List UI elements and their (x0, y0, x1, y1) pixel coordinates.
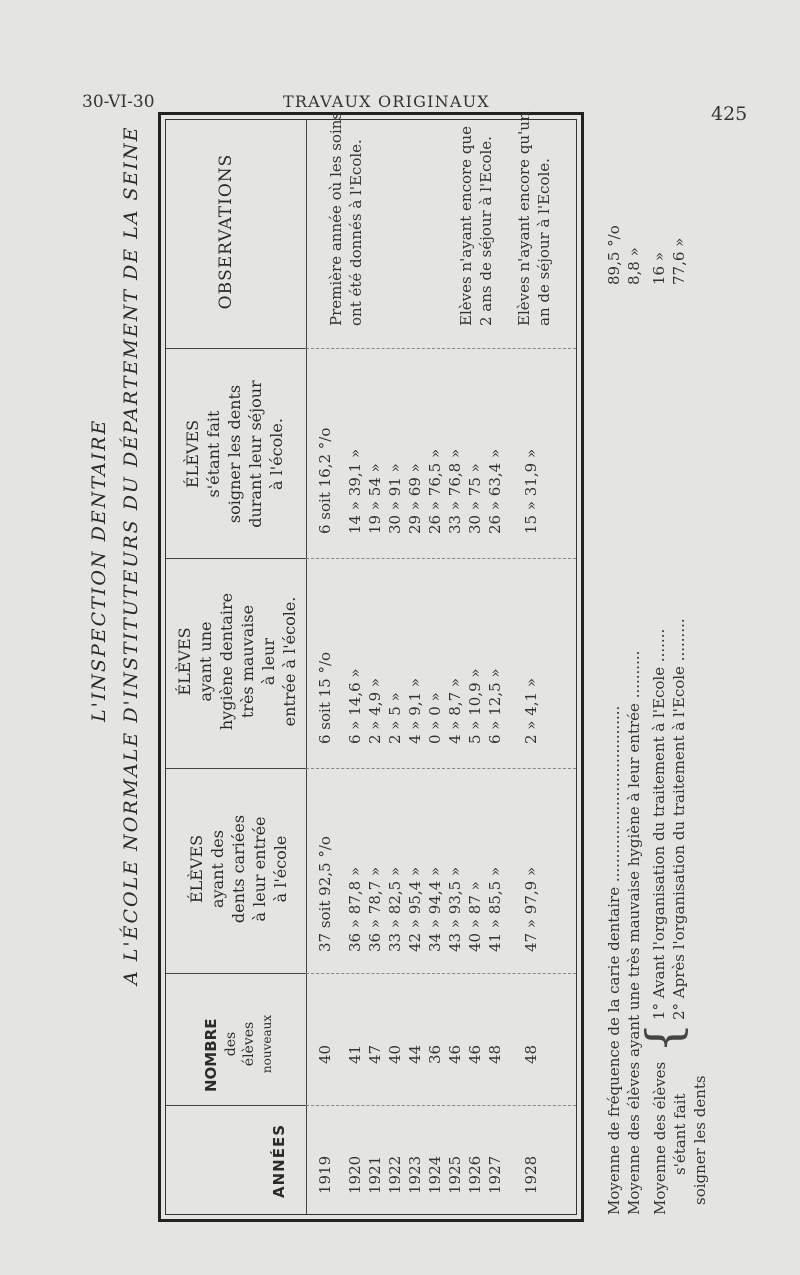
column-rule (306, 1105, 576, 1106)
table-cell-soignes: 6 soit 16,2 °/o (316, 427, 334, 534)
header-separator (166, 973, 306, 974)
header-date: 30-VI-30 (82, 92, 155, 112)
table-cell-soignes: 30 » 91 » (386, 463, 404, 534)
table-cell-nombre: 48 (522, 1044, 540, 1064)
footer-line-3b: 2° Après l'organisation du traitement à l'Ecole ......... (670, 618, 688, 1020)
table-cell-nombre: 46 (446, 1044, 464, 1064)
table-cell-hygiene: 2 » 5 » (386, 692, 404, 744)
header-hygiene: ÉLÈVES ayant une hygiène dentaire très mauvaise à leur entrée à l'école. (175, 592, 299, 731)
title-line-1: L'INSPECTION DENTAIRE (88, 418, 110, 722)
table-cell-nombre: 44 (406, 1044, 424, 1064)
table-cell-year: 1925 (446, 1155, 464, 1194)
brace: { (636, 1022, 692, 1053)
footer-value-3b: 77,6 » (670, 237, 688, 285)
column-rule (306, 973, 576, 974)
header-separator (166, 558, 306, 559)
table-cell-year: 1926 (466, 1155, 484, 1194)
table-cell-nombre: 41 (346, 1044, 364, 1064)
header-nombre-des: des (223, 1031, 239, 1057)
table-cell-hygiene: 6 soit 15 °/o (316, 651, 334, 744)
observation-2: Elèves n'ayant encore que 2 ans de séjour à l'Ecole. (457, 126, 495, 326)
table-cell-caries: 34 » 94,4 » (426, 866, 444, 952)
table-cell-caries: 40 » 87 » (466, 881, 484, 952)
table-cell-hygiene: 6 » 14,6 » (346, 668, 364, 744)
header-annees: ANNÉES (270, 1123, 288, 1198)
header-caries: ÉLÈVES ayant des dents cariées à leur entrée à l'école (187, 814, 290, 924)
table-cell-hygiene: 5 » 10,9 » (466, 668, 484, 744)
table-cell-caries: 47 » 97,9 » (522, 866, 540, 952)
table-cell-soignes: 19 » 54 » (366, 463, 384, 534)
table-cell-hygiene: 4 » 8,7 » (446, 677, 464, 744)
table-cell-caries: 37 soit 92,5 °/o (316, 836, 334, 952)
header-nombre-eleves: élèves (241, 1021, 257, 1067)
table-cell-nombre: 40 (316, 1044, 334, 1064)
table-cell-year: 1928 (522, 1155, 540, 1194)
table-cell-hygiene: 0 » 0 » (426, 692, 444, 744)
header-separator (166, 768, 306, 769)
table-cell-nombre: 40 (386, 1044, 404, 1064)
table-cell-soignes: 26 » 76,5 » (426, 448, 444, 534)
page-number: 425 (711, 103, 748, 125)
table-cell-year: 1923 (406, 1155, 424, 1194)
footer-line-2: Moyenne des élèves ayant une très mauvaise hygiène à leur entrée .......... (625, 650, 643, 1215)
header-observations: OBSERVATIONS (216, 153, 236, 310)
header-section: TRAVAUX ORIGINAUX (283, 92, 490, 111)
column-rule (306, 348, 576, 349)
table-cell-year: 1927 (486, 1155, 504, 1194)
table-cell-year: 1919 (316, 1155, 334, 1194)
title-line-2: A L'ÉCOLE NORMALE D'INSTITUTEURS DU DÉPARTEMENT DE LA SEINE (120, 125, 142, 985)
table-cell-hygiene: 4 » 9,1 » (406, 677, 424, 744)
footer-line-3a: 1° Avant l'organisation du traitement à l'Ecole ....... (650, 628, 668, 1020)
header-divider (306, 120, 307, 1214)
table-cell-year: 1921 (366, 1155, 384, 1194)
header-separator (166, 348, 306, 349)
table-cell-nombre: 46 (466, 1044, 484, 1064)
header-nombre: NOMBRE (202, 1018, 220, 1092)
table-cell-soignes: 26 » 63,4 » (486, 448, 504, 534)
table-cell-caries: 36 » 87,8 » (346, 866, 364, 952)
table-cell-caries: 41 » 85,5 » (486, 866, 504, 952)
table-cell-year: 1920 (346, 1155, 364, 1194)
observation-3: Elèves n'ayant encore qu'un an de séjour à l'Ecole. (515, 111, 553, 326)
header-nombre-nouveaux: nouveaux (260, 1014, 274, 1074)
table-cell-year: 1922 (386, 1155, 404, 1194)
table-cell-hygiene: 6 » 12,5 » (486, 668, 504, 744)
footer-value-3a: 16 » (650, 251, 668, 285)
footer-line-1: Moyenne de fréquence de la carie dentaire ..................................... (605, 705, 623, 1215)
table-cell-soignes: 30 » 75 » (466, 463, 484, 534)
table-cell-caries: 33 » 82,5 » (386, 866, 404, 952)
data-table (158, 112, 584, 1222)
observation-1: Première année où les soins ont été donnés à l'Ecole. (327, 111, 365, 326)
table-inner-border (165, 111, 577, 1215)
table-cell-soignes: 14 » 39,1 » (346, 448, 364, 534)
footer-value-1: 89,5 °/o (605, 225, 623, 285)
table-cell-soignes: 15 » 31,9 » (522, 448, 540, 534)
header-soignes: ÉLÈVES s'étant fait soigner les dents durant leur séjour à l'école. (183, 380, 286, 528)
table-cell-nombre: 36 (426, 1044, 444, 1064)
column-rule (306, 558, 576, 559)
table-cell-caries: 43 » 93,5 » (446, 866, 464, 952)
table-cell-nombre: 48 (486, 1044, 504, 1064)
table-cell-caries: 42 » 95,4 » (406, 866, 424, 952)
table-cell-caries: 36 » 78,7 » (366, 866, 384, 952)
column-rule (306, 768, 576, 769)
table-cell-hygiene: 2 » 4,9 » (366, 677, 384, 744)
table-cell-year: 1924 (426, 1155, 444, 1194)
table-cell-soignes: 33 » 76,8 » (446, 448, 464, 534)
footer-line-3-label: Moyenne des élèves s'étant fait soigner les dents (651, 1061, 709, 1215)
footer-value-2: 8,8 » (625, 247, 643, 285)
table-cell-soignes: 29 » 69 » (406, 463, 424, 534)
header-separator (166, 1105, 306, 1106)
table-cell-hygiene: 2 » 4,1 » (522, 677, 540, 744)
table-cell-nombre: 47 (366, 1044, 384, 1064)
